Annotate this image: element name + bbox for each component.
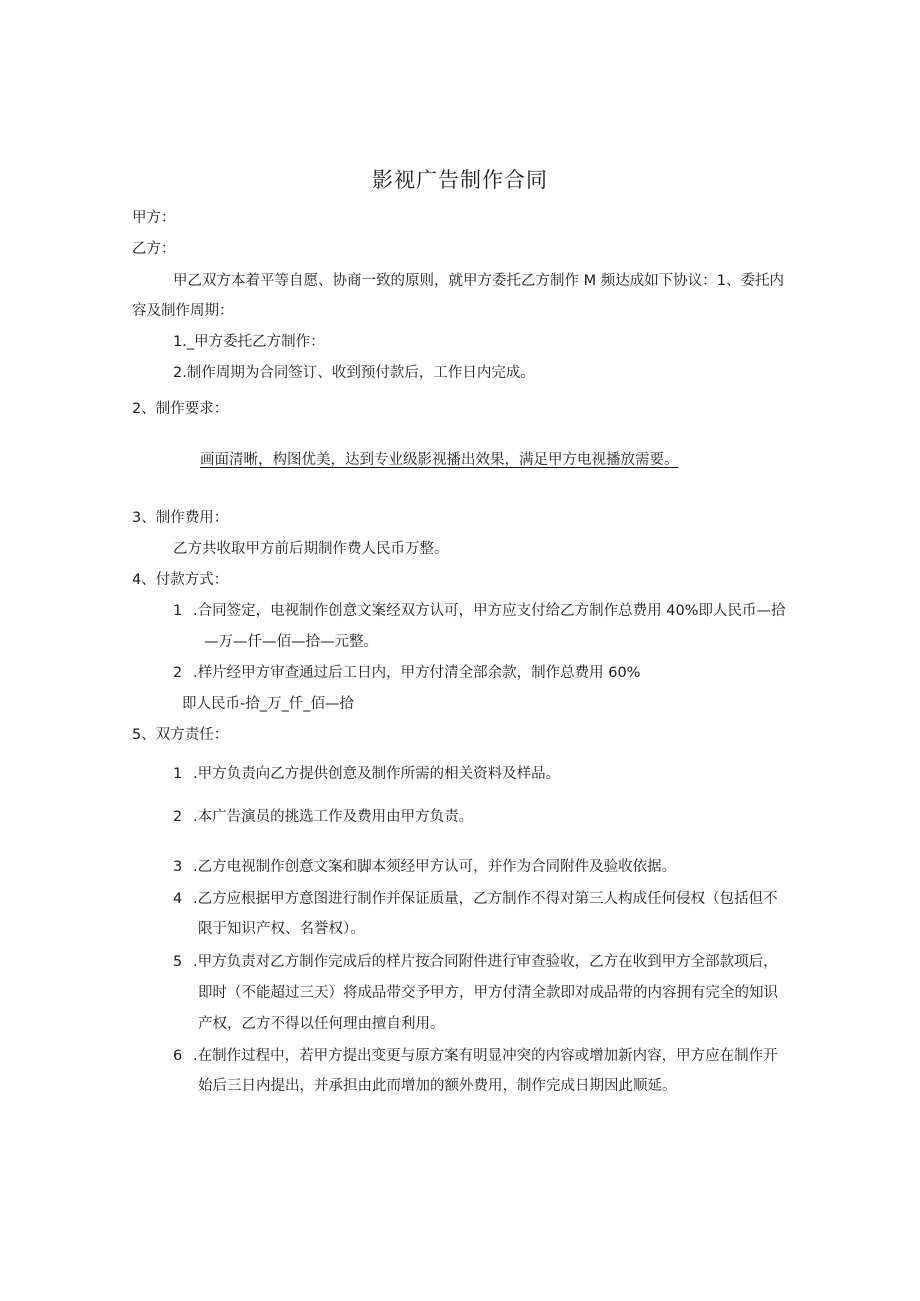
party-a-label: 甲方：	[132, 210, 176, 226]
section4-item-2-line-1: .样片经甲方审查通过后工日内，甲方付清全部余款，制作总费用 60%	[193, 665, 641, 681]
section4-item-1-line-2: —万—仟—佰—拾—元整。	[204, 634, 378, 650]
section5-item-2-line-1: .本广告演员的挑选工作及费用由甲方负责。	[193, 809, 474, 825]
intro-line-1: 甲乙双方本着平等自愿、协商一致的原则，就甲方委托乙方制作 M 频达成如下协议：1、委托内	[173, 273, 784, 289]
section2-heading: 2、制作要求：	[132, 401, 229, 417]
section3-heading: 3、制作费用：	[132, 510, 229, 526]
section5-item-3-number: 3	[173, 859, 183, 875]
section5-item-3-line-1: .乙方电视制作创意文案和脚本须经甲方认可，并作为合同附件及验收依据。	[193, 859, 677, 875]
section5-item-4-number: 4	[173, 891, 183, 907]
section5-item-6-line-2: 始后三日内提出，并承担由此而增加的额外费用，制作完成日期因此顺延。	[198, 1078, 677, 1094]
section5-item-4-line-2: 限于知识产权、名誉权）。	[198, 921, 365, 937]
section2-requirement: 画面清晰，构图优美，达到专业级影视播出效果，满足甲方电视播放需要。	[200, 452, 679, 468]
section5-item-1-number: 1	[173, 766, 183, 782]
section4-heading: 4、付款方式：	[132, 572, 229, 588]
section5-item-4-line-1: .乙方应根据甲方意图进行制作并保证质量，乙方制作不得对第三人构成任何侵权（包括但不	[193, 891, 778, 907]
section5-item-6-number: 6	[173, 1048, 183, 1064]
section5-item-2-number: 2	[173, 809, 183, 825]
section4-item-2-line-2: 即人民币-拾_万_仟_佰—拾	[182, 696, 354, 712]
section4-item-1-line-1: .合同签定，电视制作创意文案经双方认可，甲方应支付给乙方制作总费用 40%即人民币—拾	[193, 603, 786, 619]
section5-heading: 5、双方责任：	[132, 727, 229, 743]
section5-item-5-line-3: 产权，乙方不得以任何理由擅自利用。	[198, 1016, 445, 1032]
section5-item-6-line-1: .在制作过程中，若甲方提出变更与原方案有明显冲突的内容或增加新内容，甲方应在制作开	[193, 1048, 778, 1064]
party-b-label: 乙方：	[132, 241, 176, 257]
section4-item-2-number: 2	[173, 665, 183, 681]
section1-item-2: 2.制作周期为合同签订、收到预付款后，工作日内完成。	[173, 365, 535, 381]
intro-line-2: 容及制作周期：	[132, 303, 234, 319]
section5-item-5-line-1: .甲方负责对乙方制作完成后的样片按合同附件进行审查验收，乙方在收到甲方全部款项后，	[193, 954, 778, 970]
section4-item-1-number: 1	[173, 603, 183, 619]
section3-body: 乙方共收取甲方前后期制作费人民币万整。	[173, 541, 449, 557]
document-title: 影视广告制作合同	[372, 168, 548, 192]
section1-item-1: 1._甲方委托乙方制作：	[173, 334, 325, 350]
section5-item-5-number: 5	[173, 954, 183, 970]
section5-item-1-line-1: .甲方负责向乙方提供创意及制作所需的相关资料及样品。	[193, 766, 561, 782]
section5-item-5-line-2: 即时（不能超过三天）将成品带交予甲方，甲方付清全款即对成品带的内容拥有完全的知识	[198, 985, 778, 1001]
